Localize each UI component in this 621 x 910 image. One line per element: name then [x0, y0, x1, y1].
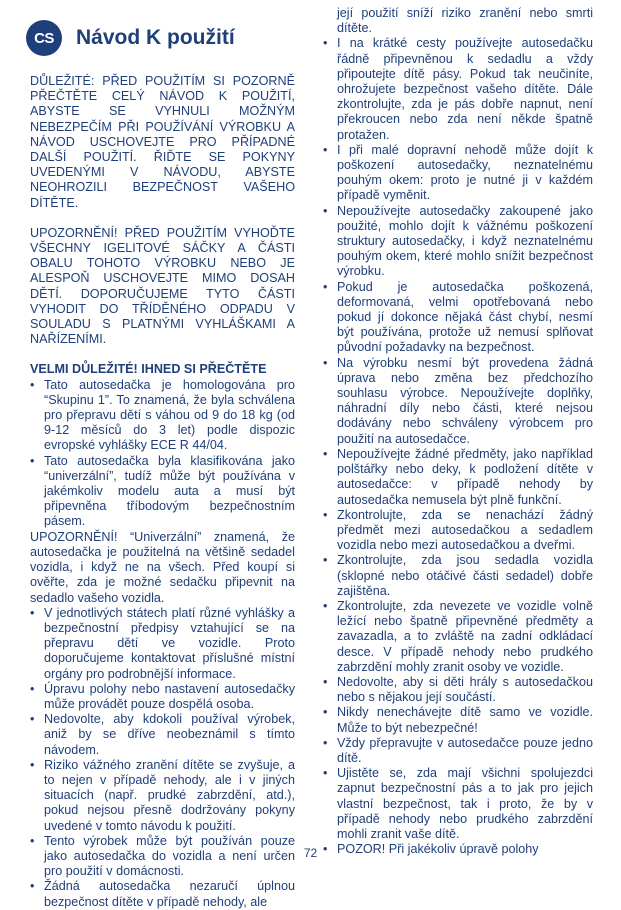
bullet-list-a	[30, 378, 295, 530]
list-item: • Na výrobku nesmí být provedena žádná úprava nebo změna bez předchozího souhlasu výrobce. Nepoužívejte doplňky, náhradní díly nebo části, které nejsou dodávány nebo schváleny výrobcem pro použití na autosedačce.	[323, 356, 593, 447]
list-item: • I na krátké cesty používejte autosedačku řádně připevněnou k sedadlu a vždy připoutejte dítě pásy. Pokud tak neučiníte, ohrožujete bezpečnost vašeho dítěte. Dále zkontrolujte, zda je pás dobře napnut, není překroucen nebo zda není někde špatně protažen.	[323, 36, 593, 142]
list-item: • Tato autosedačka je homologována pro “Skupinu 1”. To znamená, že byla schválena pro přepravu dětí s váhou od 9 do 18 kg (od 9-12 měsíců do 3 let) podle dispozic evropské vyhlášky ECE R 44/04.	[30, 378, 295, 454]
list-item: • Ujistěte se, zda mají všichni spolujezdci zapnut bezpečnostní pás a to jak pro jejich vlastní bezpečnost, tak i proto, že by v případě nehody nebo prudkého zabrzdění mohli zranit vaše dítě.	[323, 766, 593, 842]
list-item: • Pokud je autosedačka poškozená, deformovaná, velmi opotřebovaná nebo pokud jí dokonce nějaká část chybí, nesmí být používána, protože už nemusí splňovat původní požadavky na bezpečnost.	[323, 280, 593, 356]
left-column	[30, 74, 295, 910]
list-item: • Nikdy nenechávejte dítě samo ve vozidle. Může to být nebezpečné!	[323, 705, 593, 735]
list-item: • Zkontrolujte, zda nevezete ve vozidle volně ležící nebo špatně připevněné předměty a zavazadla, a to zvláště na zadní odkládací desce. V případě nehody nebo prudkého zabrzdění mohly zranit osoby ve vozidle.	[323, 599, 593, 675]
important-intro: DŮLEŽITÉ: PŘED POUŽITÍM SI POZORNĚ PŘEČTĚTE CELÝ NÁVOD K POUŽITÍ, ABYSTE SE VYHNULI MOŽNÝM NEBEZPEČÍM PŘI POUŽÍVÁNÍ VÝROBKU A NÁVOD USCHOVEJTE PRO PŘÍPADNÉ DALŠÍ POUŽITÍ. ŘIĎTE SE POKYNY UVEDENÝMI V NÁVODU, ABYSTE NEOHROZILI BEZPEČNOST VAŠEHO DÍTĚTE.	[30, 74, 295, 210]
section-heading: VELMI DŮLEŽITÉ! IHNED SI PŘEČTĚTE	[30, 362, 267, 377]
list-item: • Vždy přepravujte v autosedačce pouze jedno dítě.	[323, 736, 593, 766]
list-item: • POZOR! Při jakékoliv úpravě polohy	[323, 842, 593, 857]
list-item: • Tato autosedačka byla klasifikována jako “univerzální”, tudíž může být používána v jakémkoliv modelu auta a musí být připevněna tříbodovým bezpečnostním pásem.	[30, 454, 295, 530]
list-item: • V jednotlivých státech platí různé vyhlášky a bezpečnostní předpisy vztahující se na přepravu dětí ve vozidle. Proto doporučujeme kontaktovat příslušné místní orgány pro podrobnější informace.	[30, 606, 295, 682]
page-title: Návod K použití	[76, 26, 235, 49]
list-item: • Zkontrolujte, zda jsou sedadla vozidla (sklopné nebo otáčivé části sedadel) dobře zajištěna.	[323, 553, 593, 599]
list-item: • Nedovolte, aby kdokoli používal výrobek, aniž by se dříve neobeznámil s tímto návodem.	[30, 712, 295, 758]
list-item: • Zkontrolujte, zda se nenachází žádný předmět mezi autosedačkou a sedadlem vozidla nebo mezi autosedačkou a dveřmi.	[323, 508, 593, 554]
page-number: 72	[303, 846, 318, 860]
page-header	[26, 20, 235, 56]
language-badge: CS	[26, 20, 62, 56]
continued-text: její použití sníží riziko zranění nebo smrti dítěte.	[337, 6, 593, 36]
list-item: • Žádná autosedačka nezaručí úplnou bezpečnost dítěte v případě nehody, ale	[30, 879, 295, 909]
list-item: • Riziko vážného zranění dítěte se zvyšuje, a to nejen v případě nehody, ale i v jiných situacích (např. prudké zabrzdění, atd.), pokud nejsou přesně dodržovány pokyny uvedené v tomto návodu k použití.	[30, 758, 295, 834]
right-column	[323, 6, 593, 857]
packaging-warning: UPOZORNĚNÍ! PŘED POUŽITÍM VYHOĎTE VŠECHNY IGELITOVÉ SÁČKY A ČÁSTI OBALU TOHOTO VÝROBKU NEBO JE ALESPOŇ USCHOVEJTE MIMO DOSAH DĚTÍ. DOPORUČUJEME TYTO ČÁSTI VYHODIT DO TŘÍDĚNÉHO ODPADU V SOULADU S PLATNÝMI VYHLÁŠKAMI A NAŘÍZENÍMI.	[30, 225, 295, 347]
list-item: • Nepoužívejte autosedačky zakoupené jako použité, mohlo dojít k vážnému poškození struktury autosedačky, i když neznatelnému pouhým okem, které mohlo snížit bezpečnost výrobku.	[323, 204, 593, 280]
list-item: • Úpravu polohy nebo nastavení autosedačky může provádět pouze dospělá osoba.	[30, 682, 295, 712]
universal-note: UPOZORNĚNÍ! “Univerzální” znamená, že autosedačka je použitelná na většině sedadel vozidla, i když ne na všech. Před koupí si ověřte, zda je možné sedačku připevnit na sedadlo vašeho vozidla.	[30, 529, 295, 605]
list-item: • Nepoužívejte žádné předměty, jako například polštářky nebo deky, k podložení dítěte v autosedačce: v případě nehody by autosedačka nemusela být plně funkční.	[323, 447, 593, 508]
list-item: • Tento výrobek může být používán pouze jako autosedačka do vozidla a není určen pro použití v domácnosti.	[30, 834, 295, 880]
list-item: • I při malé dopravní nehodě může dojít k poškození autosedačky, neznatelnému pouhým okem: proto je nutné ji v každém případě vyměnit.	[323, 143, 593, 204]
bullet-list-right	[323, 36, 593, 857]
list-item: • Nedovolte, aby si děti hrály s autosedačkou nebo s nějakou její součástí.	[323, 675, 593, 705]
bullet-list-b	[30, 606, 295, 910]
